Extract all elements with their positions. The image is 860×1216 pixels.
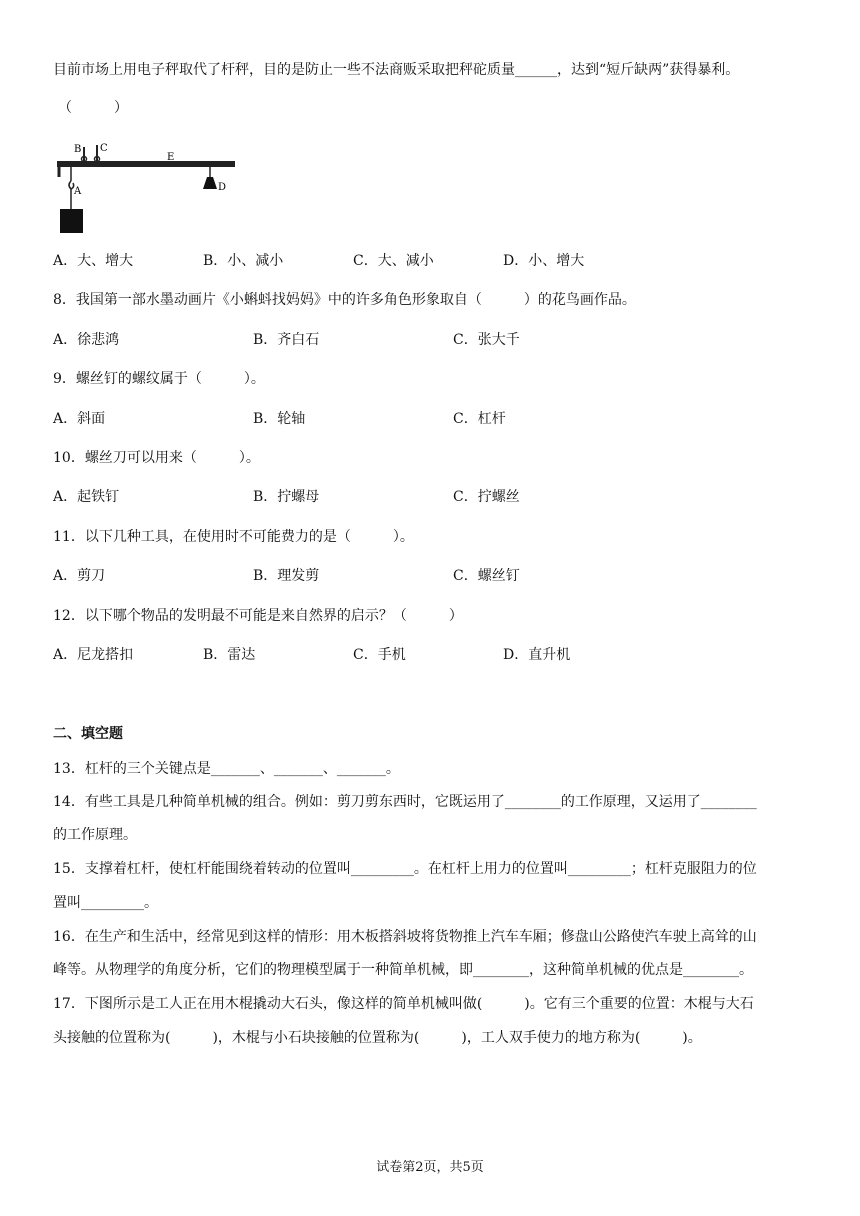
- answer-bracket: （ ）: [58, 100, 128, 116]
- question-10-text: 10．螺丝刀可以用来（ ）。: [53, 450, 260, 466]
- q11-option-b: B．理发剪: [253, 568, 320, 584]
- question-11-text: 11．以下几种工具，在使用时不可能费力的是（ ）。: [53, 529, 414, 545]
- label-d: D: [218, 182, 227, 193]
- label-e: E: [167, 152, 175, 163]
- question-15-line1: 15．支撑着杠杆，使杠杆能围绕着转动的位置叫_________。在杠杆上用力的位置叫_________；杠杆克服阻力的位: [53, 861, 757, 877]
- steelyard-figure: [55, 137, 240, 235]
- section-title: 二、填空题: [53, 726, 123, 742]
- q8-option-c: C．张大千: [453, 332, 520, 348]
- weight-block: [60, 209, 83, 233]
- question-15-line2: 置叫_________。: [53, 895, 158, 911]
- question-8-text: 8．我国第一部水墨动画片《小蝌蚪找妈妈》中的许多角色形象取自（ ）的花鸟画作品。: [53, 292, 636, 308]
- q7-option-d: D．小、增大: [503, 253, 585, 269]
- question-16-line1: 16．在生产和生活中，经常见到这样的情形：用木板搭斜坡将货物推上汽车车厢；修盘山公路使汽车驶上高耸的山: [53, 929, 757, 945]
- label-b: B: [74, 144, 82, 155]
- q12-option-c: C．手机: [353, 647, 406, 663]
- question-13-text: 13．杠杆的三个关键点是_______、_______、_______。: [53, 761, 400, 777]
- q7-option-b: B．小、减小: [203, 253, 284, 269]
- q9-option-c: C．杠杆: [453, 411, 506, 427]
- q9-option-b: B．轮轴: [253, 411, 306, 427]
- q7-option-c: C．大、减小: [353, 253, 434, 269]
- question-12-text: 12．以下哪个物品的发明最不可能是来自然界的启示？（ ）: [53, 608, 463, 624]
- question-7-text: 目前市场上用电子秤取代了杆秤，目的是防止一些不法商贩采取把秤砣质量______，达到“短斤缺两”获得暴利。: [53, 62, 740, 78]
- q12-option-d: D．直升机: [503, 647, 571, 663]
- label-c: C: [100, 143, 108, 154]
- q11-option-a: A．剪刀: [53, 568, 106, 584]
- question-17-line2: 头接触的位置称为( )，木棍与小石块接触的位置称为( )，工人双手使力的地方称为( )。: [53, 1030, 702, 1046]
- counterweight-d: [203, 177, 217, 189]
- steelyard-diagram: [55, 137, 240, 235]
- q10-option-b: B．拧螺母: [253, 489, 320, 505]
- q10-option-a: A．起铁钉: [53, 489, 120, 505]
- question-16-line2: 峰等。从物理学的角度分析，它们的物理模型属于一种简单机械，即________，这种简单机械的优点是________。: [53, 962, 753, 978]
- q12-option-b: B．雷达: [203, 647, 256, 663]
- q8-option-a: A．徐悲鸿: [53, 332, 120, 348]
- q9-option-a: A．斜面: [53, 411, 106, 427]
- q10-option-c: C．拧螺丝: [453, 489, 520, 505]
- q7-option-a: A．大、增大: [53, 253, 134, 269]
- q8-option-b: B．齐白石: [253, 332, 320, 348]
- question-9-text: 9．螺丝钉的螺纹属于（ ）。: [53, 371, 265, 387]
- question-14-line2: 的工作原理。: [53, 827, 137, 843]
- question-17-line1: 17．下图所示是工人正在用木棍撬动大石头，像这样的简单机械叫做( )。它有三个重要的位置：木棍与大石: [53, 996, 754, 1012]
- page-footer: 试卷第2页，共5页: [376, 1160, 484, 1175]
- q12-option-a: A．尼龙搭扣: [53, 647, 134, 663]
- question-14-line1: 14．有些工具是几种简单机械的组合。例如：剪刀剪东西时，它既运用了________的工作原理，又运用了________: [53, 794, 757, 810]
- label-a: A: [74, 186, 82, 197]
- q11-option-c: C．螺丝钉: [453, 568, 520, 584]
